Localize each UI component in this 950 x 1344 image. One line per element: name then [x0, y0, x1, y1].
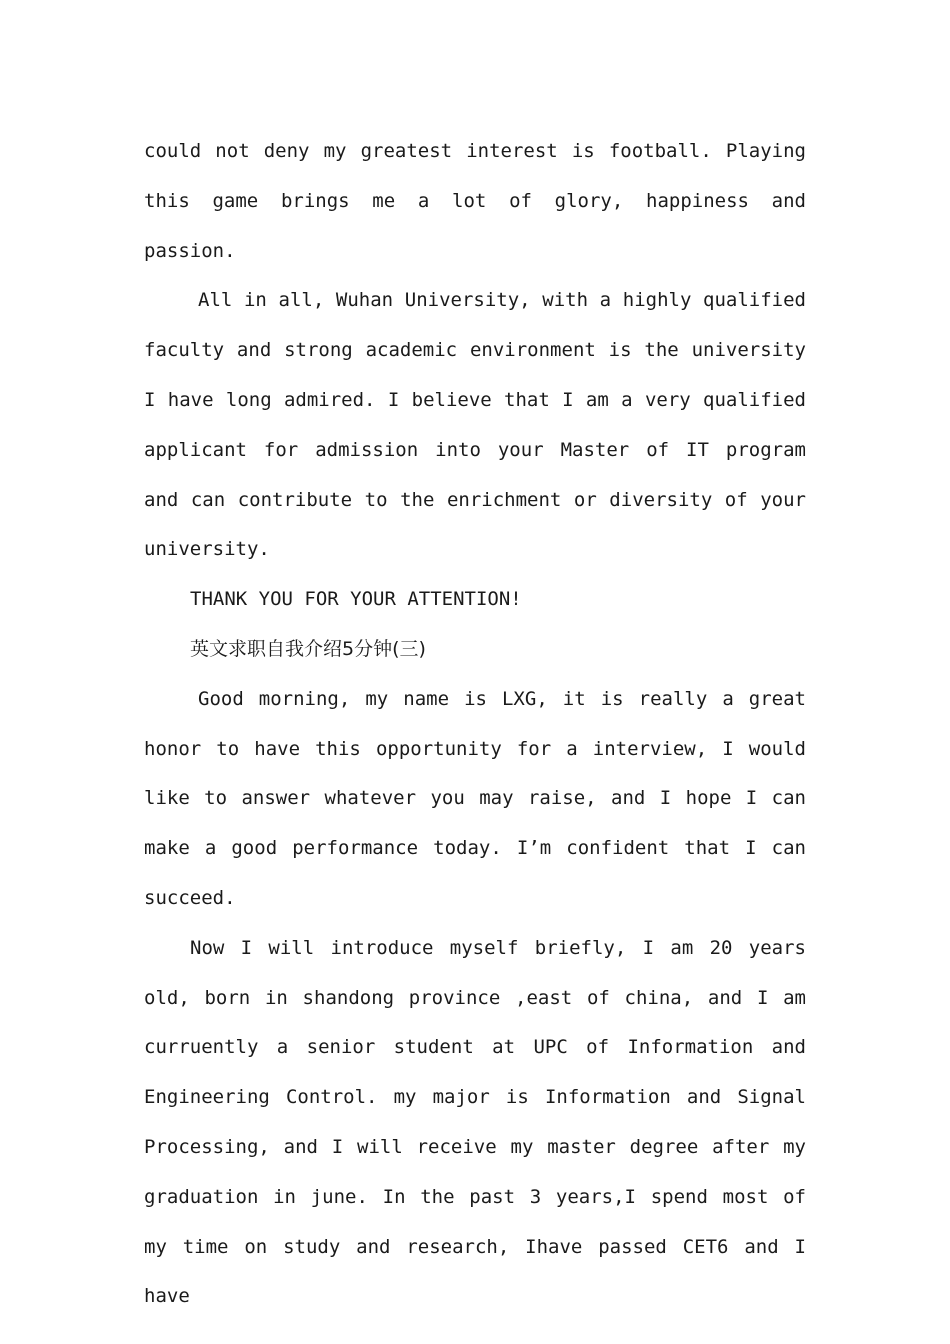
paragraph-conclusion: All in all, Wuhan University, with a highly qualified faculty and strong academic environment is the university I have long admired. I believe that I am a very qualified applicant for admission into your Master of IT program and can contribute to the enrichment or diversity of your university.	[144, 289, 806, 561]
paragraph-greeting: Good morning, my name is LXG, it is really a great honor to have this opportunity for a interview, I would like to answer whatever you may raise, and I hope I can make a good performance today. I’m confident that I can succeed.	[144, 687, 806, 909]
paragraph-football-interest: could not deny my greatest interest is football. Playing this game brings me a lot of glory, happiness and passion.	[144, 140, 806, 262]
paragraph-introduction: Now I will introduce myself briefly, I am 20 years old, born in shandong province ,east of china, and I am curruently a senior student at UPC of Information and Engineering Control. my major is Information and Signal Processing, and I will receive my master degree after my graduation in june. In the past 3 years,I spend most of my time on study and research, Ihave passed CET6 and I have	[144, 936, 806, 1308]
document-body	[144, 127, 806, 1322]
paragraph-thanks: THANK YOU FOR YOUR ATTENTION!	[190, 588, 522, 611]
section-heading: 英文求职自我介绍5分钟(三)	[190, 637, 426, 660]
